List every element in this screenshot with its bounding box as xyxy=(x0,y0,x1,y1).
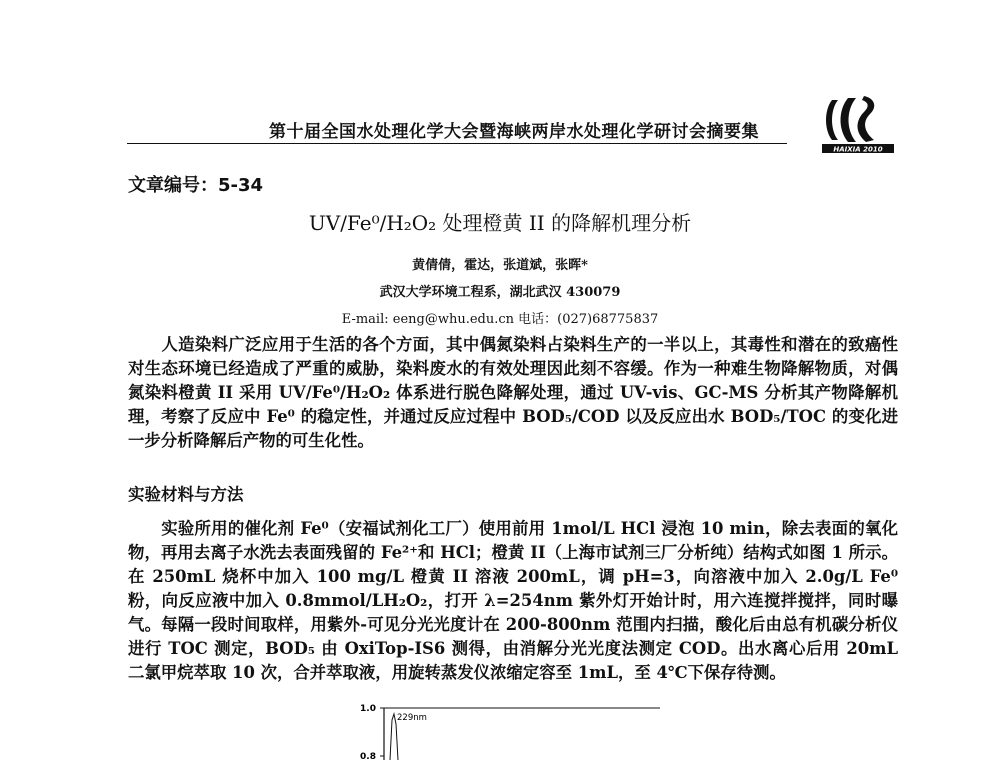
article-number-label: 文章编号： xyxy=(128,175,218,196)
conference-title: 第十届全国水处理化学大会暨海峡两岸水处理化学研讨会摘要集 xyxy=(269,122,759,142)
affiliation: 武汉大学环境工程系，湖北武汉 430079 xyxy=(379,285,621,300)
author-list: 黄倩倩，霍达，张道斌，张晖* xyxy=(412,258,588,273)
y-tick-label: 0.8 xyxy=(360,752,376,760)
logo-text: HAIXIA 2010 xyxy=(833,145,883,154)
article-number xyxy=(128,171,263,197)
header-rule xyxy=(127,143,787,144)
abstract-text: 人造染料广泛应用于生活的各个方面，其中偶氮染料占染料生产的一半以上，其毒性和潜在的致癌性对生态环境已经造成了严重的威胁，染料废水的有效处理因此刻不容缓。作为一种难生物降解物质，对偶氮染料橙黄 II 采用 UV/Fe⁰/H₂O₂ 体系进行脱色降解处理，通过 UV-vis、GC-MS 分析其产物降解机理，考察了反应中 Fe⁰ 的稳定性，并通过反应过程中 BOD₅/COD 以及反应出水 BOD₅/TOC 的变化进一步分析降解后产物的可生化性。 xyxy=(128,335,898,450)
methods-text: 实验所用的催化剂 Fe⁰（安福试剂化工厂）使用前用 1mol/L HCl 浸泡 10 min，除去表面的氧化物，再用去离子水洗去表面残留的 Fe²⁺和 HCl；橙黄 II（上海市试剂三厂分析纯）结构式如图 1 所示。在 250mL 烧杯中加入 100 mg/L 橙黄 II 溶液 200mL，调 pH=3，向溶液中加入 2.0g/L Fe⁰ 粉，向反应液中加入 0.8mmol/LH₂O₂，打开 λ=254nm 紫外灯开始计时，用六连搅拌搅拌，同时曝气。每隔一段时间取样，用紫外-可见分光光度计在 200-800nm 范围内扫描，酸化后由总有机碳分析仪进行 TOC 测定，BOD₅ 由 OxiTop-IS6 测得，由消解分光光度法测定 COD。出水离心后用 20mL 二氯甲烷萃取 10 次，合并萃取液，用旋转蒸发仪浓缩定容至 1mL，至 4℃下保存待测。 xyxy=(128,519,898,682)
peak-label: 229nm xyxy=(397,713,427,723)
section-heading: 实验材料与方法 xyxy=(128,485,244,504)
article-number-value: 5-34 xyxy=(218,175,264,196)
abstract-paragraph xyxy=(128,333,898,453)
y-tick-label: 1.0 xyxy=(360,704,376,714)
figure-uv-spectrum xyxy=(340,700,660,760)
contact-line: E-mail: eeng@whu.edu.cn 电话：(027)68775837 xyxy=(341,312,659,327)
conference-logo xyxy=(818,92,898,156)
methods-paragraph xyxy=(128,517,898,685)
paper-title: UV/Fe⁰/H₂O₂ 处理橙黄 II 的降解机理分析 xyxy=(308,211,692,235)
